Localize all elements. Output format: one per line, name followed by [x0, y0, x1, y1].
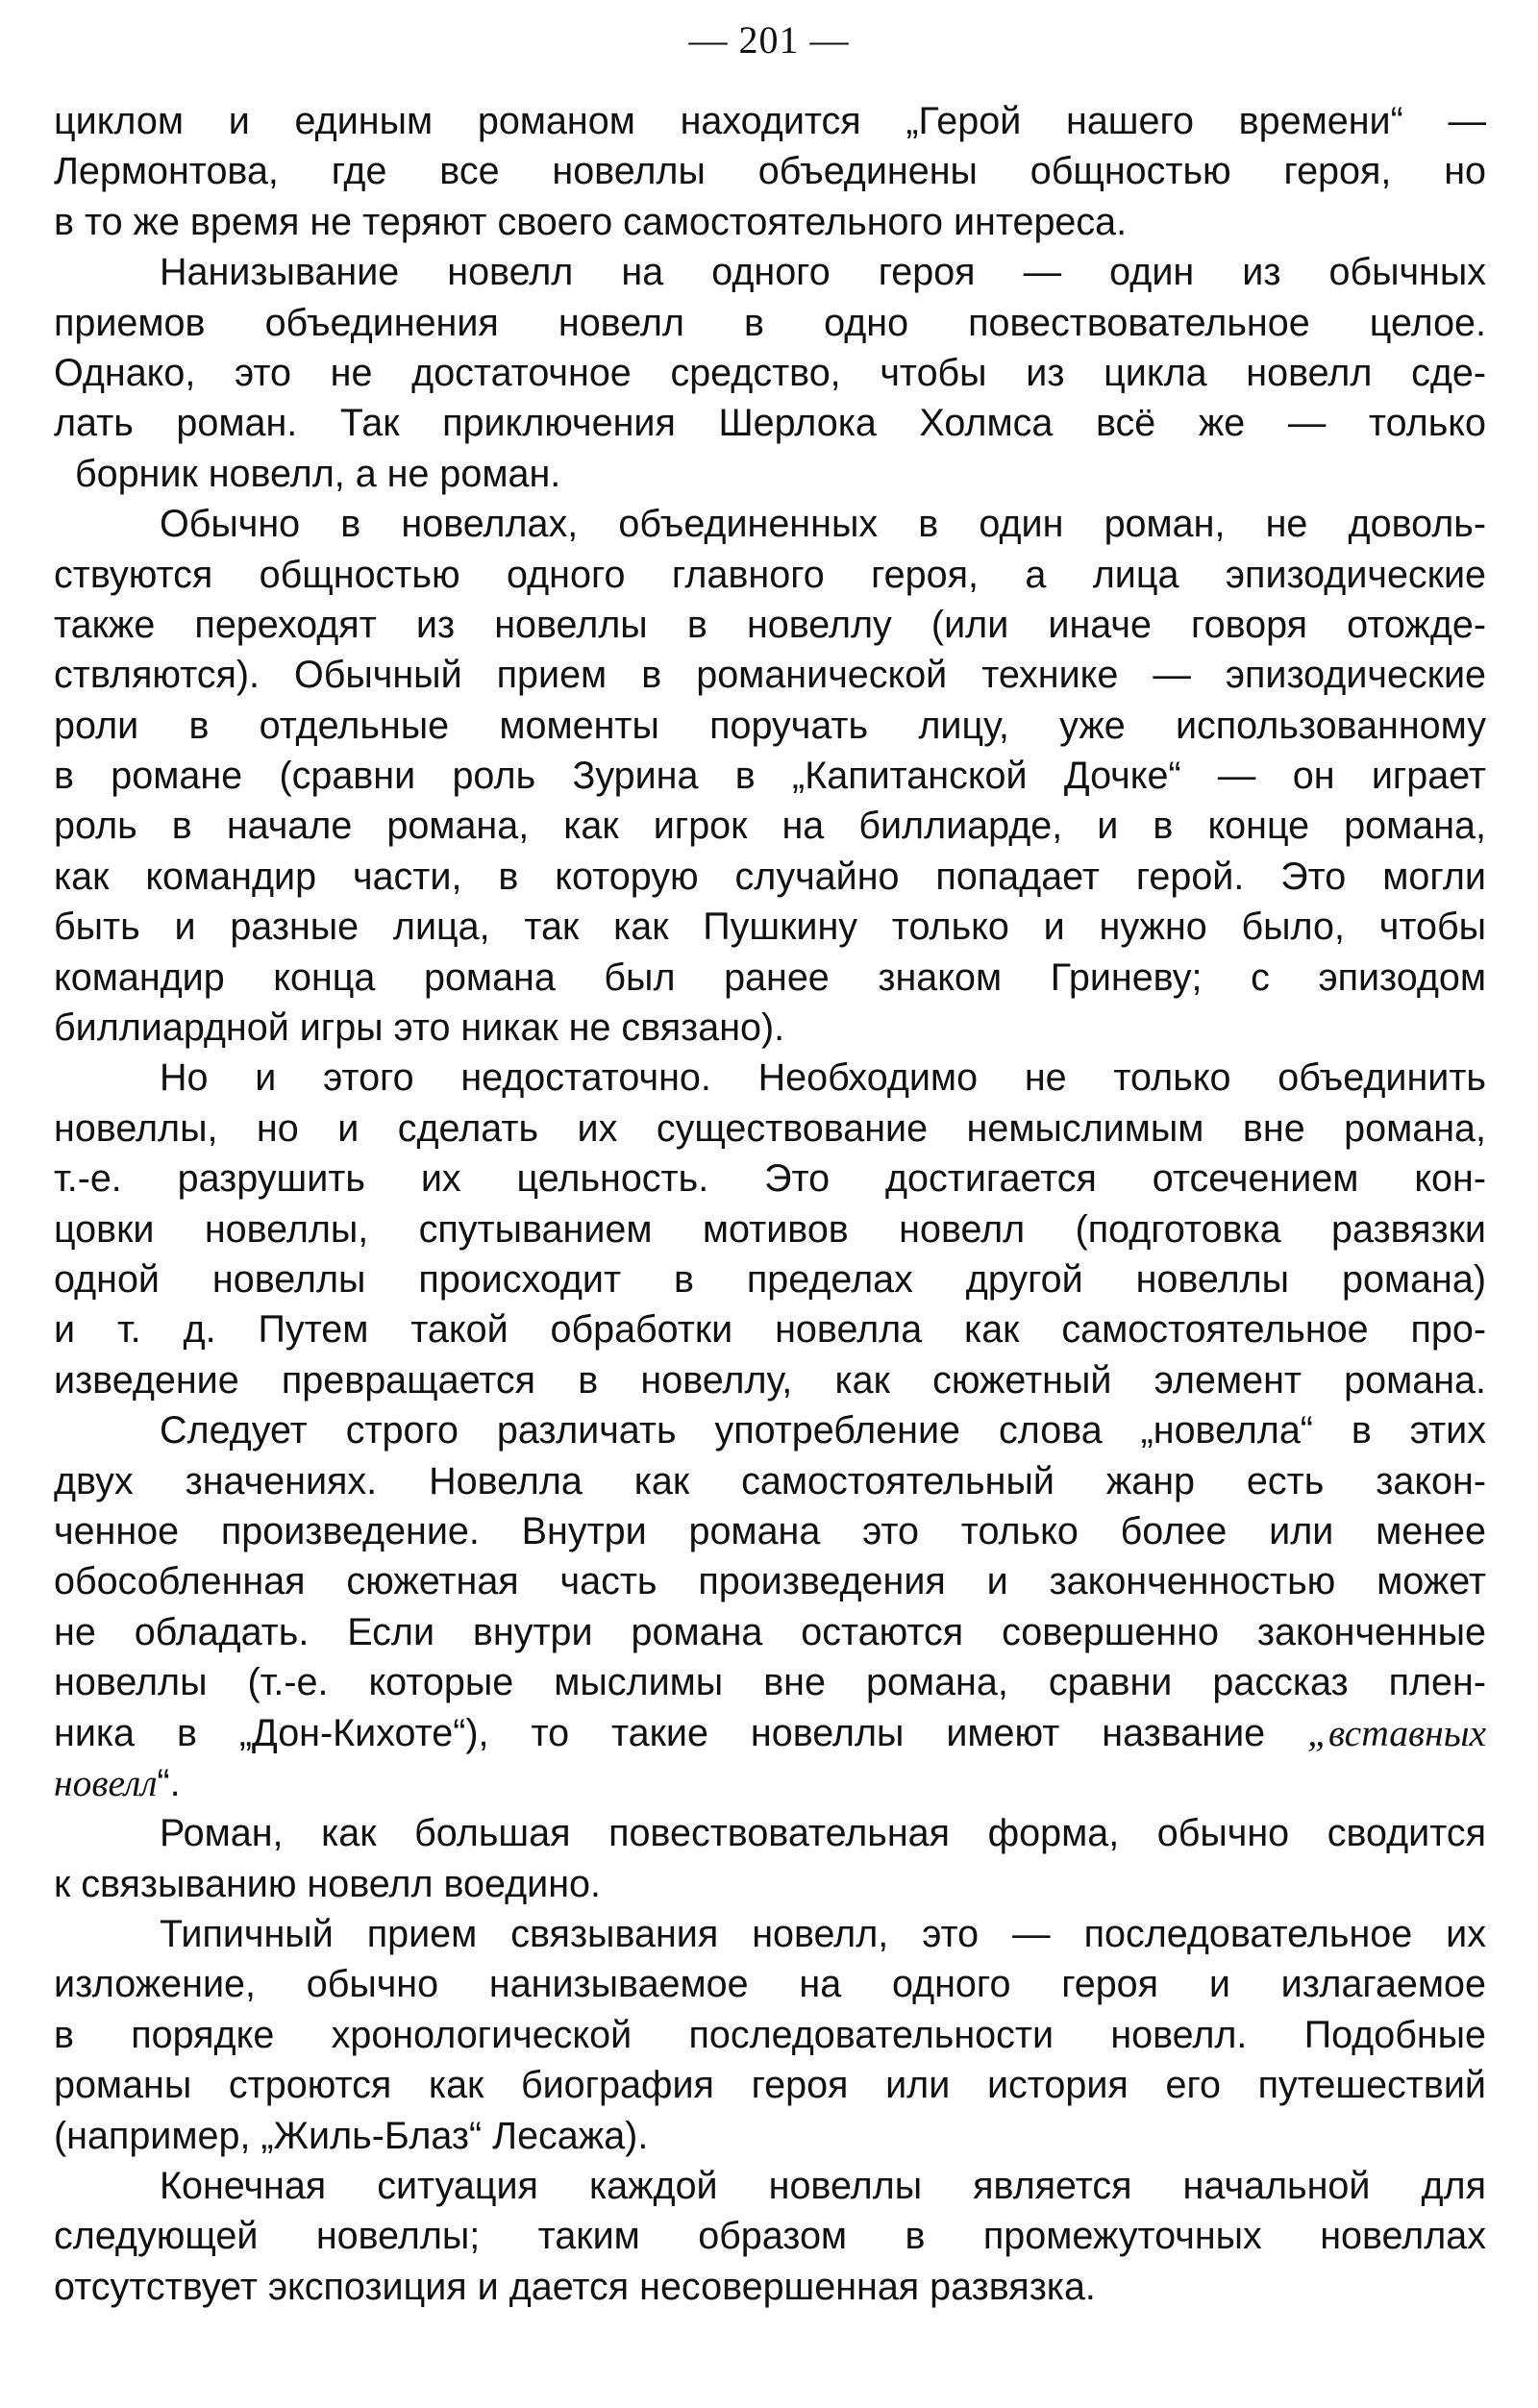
page-number: — 201 —: [688, 18, 850, 62]
text-line: [54, 2010, 1486, 2060]
text-line: [54, 1556, 1486, 1606]
line-text: двух значениях. Новелла как самостоятельный жанр есть закон-: [54, 1459, 1486, 1502]
text-line: [54, 1154, 1486, 1204]
line-text: обособленная сюжетная часть произведения и законченностью может: [54, 1560, 1486, 1603]
line-text: Конечная ситуация каждой новеллы является начальной для: [160, 2165, 1486, 2208]
line-text: ствуются общностью одного главного героя, а лица эпизодические: [54, 553, 1486, 596]
text-line: [54, 751, 1486, 801]
line-text: Но и этого недостаточно. Необходимо не только объединить: [160, 1056, 1486, 1100]
line-text: новеллы, но и сделать их существование немыслимым вне романа,: [54, 1106, 1486, 1150]
text-line: [54, 550, 1486, 600]
line-text: лать роман. Так приключения Шерлока Холмса всё же — только: [54, 402, 1486, 445]
italic-term: новелл: [54, 1761, 158, 1804]
line-text: роли в отдельные моменты поручать лицу, уже использованному: [54, 704, 1486, 747]
line-text: Роман, как большая повествовательная форма, обычно сводится: [160, 1812, 1486, 1855]
text-line: [54, 902, 1486, 952]
text-line: [54, 2211, 1486, 2261]
line-text: ника в „Дон-Кихоте“), то такие новеллы имеют название: [54, 1711, 1266, 1754]
text-line: [54, 1254, 1486, 1304]
text-line: [54, 1959, 1486, 2009]
line-text: изведение превращается в новеллу, как сюжетный элемент романа.: [54, 1358, 1486, 1402]
line-text: (например, „Жиль-Блаз“ Лесажа).: [54, 2114, 649, 2157]
text-line: [54, 449, 1486, 499]
text-line: [54, 701, 1486, 751]
line-text: цовки новеллы, спутыванием мотивов новелл (подготовка развязки: [54, 1207, 1486, 1251]
line-text: Однако, это не достаточное средство, чтобы из цикла новелл сде-: [54, 351, 1486, 394]
line-text: т.-е. разрушить их цельность. Это достигается отсечением кон-: [54, 1157, 1486, 1201]
text-line: [54, 1304, 1486, 1354]
text-line: [54, 1506, 1486, 1556]
line-text: к связыванию новелл воедино.: [54, 1862, 601, 1905]
line-text: романы строются как биография героя или история его путешествий: [54, 2064, 1486, 2107]
line-text: также переходят из новеллы в новеллу (или иначе говоря отожде-: [54, 603, 1486, 646]
text-line: [54, 650, 1486, 700]
line-text: ствляются). Обычный прием в романической технике — эпизодические: [54, 654, 1486, 697]
text-line: [54, 499, 1486, 549]
line-text: быть и разные лица, так как Пушкину только и нужно было, чтобы: [54, 906, 1486, 949]
line-text: Нанизывание новелл на одного героя — один из обычных: [160, 251, 1486, 294]
text-line: [54, 1607, 1486, 1657]
text-line: [54, 1204, 1486, 1254]
line-text: в романе (сравни роль Зурина в „Капитанской Дочке“ — он играет: [54, 755, 1486, 798]
line-text: “.: [157, 1761, 181, 1804]
line-text: отсутствует экспозиция и дается несовершенная развязка.: [54, 2265, 1096, 2308]
text-line: [54, 1053, 1486, 1103]
text-line: [54, 197, 1486, 247]
line-text: новеллы (т.-е. которые мыслимы вне романа, сравни рассказ плен-: [54, 1661, 1486, 1704]
line-text: Лермонтова, где все новеллы объединены общностью героя, но: [54, 150, 1486, 193]
line-text: циклом и единым романом находится „Герой нашего времени“ —: [54, 100, 1486, 142]
text-line: [54, 1456, 1486, 1506]
line-text: не обладать. Если внутри романа остаются совершенно законченные: [54, 1610, 1486, 1653]
italic-term: „вставных: [1307, 1711, 1486, 1754]
line-text: как командир части, в которую случайно попадает герой. Это могли: [54, 855, 1486, 898]
text-line: [54, 2161, 1486, 2211]
line-text: ченное произведение. Внутри романа это только более или менее: [54, 1509, 1486, 1552]
text-line: [54, 1909, 1486, 1959]
text-line: [54, 1405, 1486, 1455]
text-line: [54, 801, 1486, 851]
line-text: Типичный прием связывания новелл, это — последовательное их: [160, 1913, 1486, 1956]
text-line: [54, 1657, 1486, 1707]
line-text: приемов объединения новелл в одно повествовательное целое.: [54, 301, 1486, 344]
line-text: борник новелл, а не роман.: [75, 452, 561, 495]
text-line: [54, 348, 1486, 398]
line-text: в то же время не теряют своего самостоятельного интереса.: [54, 200, 1128, 243]
line-text: изложение, обычно нанизываемое на одного героя и излагаемое: [54, 1963, 1486, 2006]
text-line: [54, 247, 1486, 297]
line-text: командир конца романа был ранее знаком Гриневу; с эпизодом: [54, 956, 1486, 999]
body-text: [54, 96, 1486, 2312]
text-line: [54, 1104, 1486, 1154]
line-text: в порядке хронологической последовательности новелл. Подобные: [54, 2013, 1486, 2056]
text-line: [54, 600, 1486, 650]
text-line: [54, 2060, 1486, 2110]
text-line: [54, 1808, 1486, 1858]
line-text: одной новеллы происходит в пределах другой новеллы романа): [54, 1257, 1486, 1301]
text-line: [54, 96, 1486, 146]
line-text: роль в начале романа, как игрок на биллиарде, и в конце романа,: [54, 805, 1486, 848]
text-line: [54, 1355, 1486, 1405]
text-line: [54, 953, 1486, 1003]
text-line: [54, 1758, 1486, 1808]
text-line: [54, 852, 1486, 902]
text-line: [54, 1003, 1486, 1053]
text-line: [54, 2111, 1486, 2161]
text-line: [54, 298, 1486, 348]
line-text: Следует строго различать употребление слова „новелла“ в этих: [160, 1409, 1486, 1452]
text-line: [54, 1708, 1486, 1758]
line-text: Обычно в новеллах, объединенных в один роман, не доволь-: [160, 503, 1486, 546]
line-text: и т. д. Путем такой обработки новелла как самостоятельное про-: [54, 1308, 1486, 1352]
text-line: [54, 398, 1486, 448]
text-line: [54, 1859, 1486, 1909]
line-text: биллиардной игры это никак не связано).: [54, 1006, 785, 1050]
text-line: [54, 146, 1486, 196]
line-text: следующей новеллы; таким образом в промежуточных новеллах: [54, 2215, 1486, 2258]
text-line: [54, 2262, 1486, 2312]
